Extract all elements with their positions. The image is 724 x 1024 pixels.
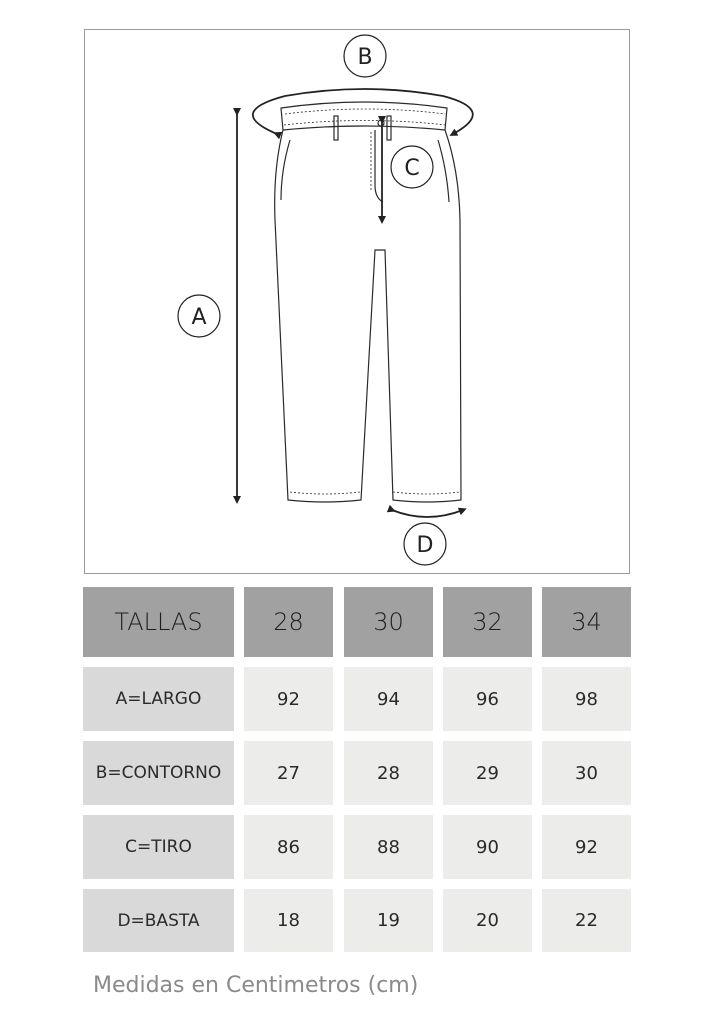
table-cell: 92 — [244, 667, 333, 731]
svg-text:B: B — [357, 45, 373, 70]
label-d — [404, 523, 446, 565]
table-cell: 92 — [542, 815, 631, 879]
table-cell: 98 — [542, 667, 631, 731]
table-cell: 18 — [244, 889, 333, 952]
row-label-basta: D=BASTA — [83, 889, 234, 952]
table-cell: 96 — [443, 667, 532, 731]
table-cell: 90 — [443, 815, 532, 879]
header-size-32: 32 — [443, 587, 532, 657]
table-cell: 29 — [443, 741, 532, 805]
pants-diagram — [84, 29, 630, 574]
table-cell: 86 — [244, 815, 333, 879]
header-size-28: 28 — [244, 587, 333, 657]
row-label-tiro: C=TIRO — [83, 815, 234, 879]
label-b — [344, 35, 386, 77]
header-sizes-label: TALLAS — [83, 587, 234, 657]
label-a — [178, 295, 220, 337]
table-cell: 22 — [542, 889, 631, 952]
units-note: Medidas en Centimetros (cm) — [93, 973, 419, 998]
label-c — [391, 146, 433, 188]
hem-arrow — [392, 510, 463, 517]
table-cell: 88 — [344, 815, 433, 879]
table-cell: 19 — [344, 889, 433, 952]
table-cell: 28 — [344, 741, 433, 805]
waist-arrow — [253, 89, 473, 134]
table-cell: 30 — [542, 741, 631, 805]
pants-illustration — [85, 30, 631, 575]
row-label-contorno: B=CONTORNO — [83, 741, 234, 805]
pants-outline — [275, 102, 461, 502]
svg-text:A: A — [191, 305, 207, 330]
header-size-34: 34 — [542, 587, 631, 657]
table-cell: 20 — [443, 889, 532, 952]
table-cell: 27 — [244, 741, 333, 805]
table-cell: 94 — [344, 667, 433, 731]
svg-text:D: D — [416, 533, 434, 558]
header-size-30: 30 — [344, 587, 433, 657]
svg-text:C: C — [404, 156, 420, 181]
row-label-largo: A=LARGO — [83, 667, 234, 731]
